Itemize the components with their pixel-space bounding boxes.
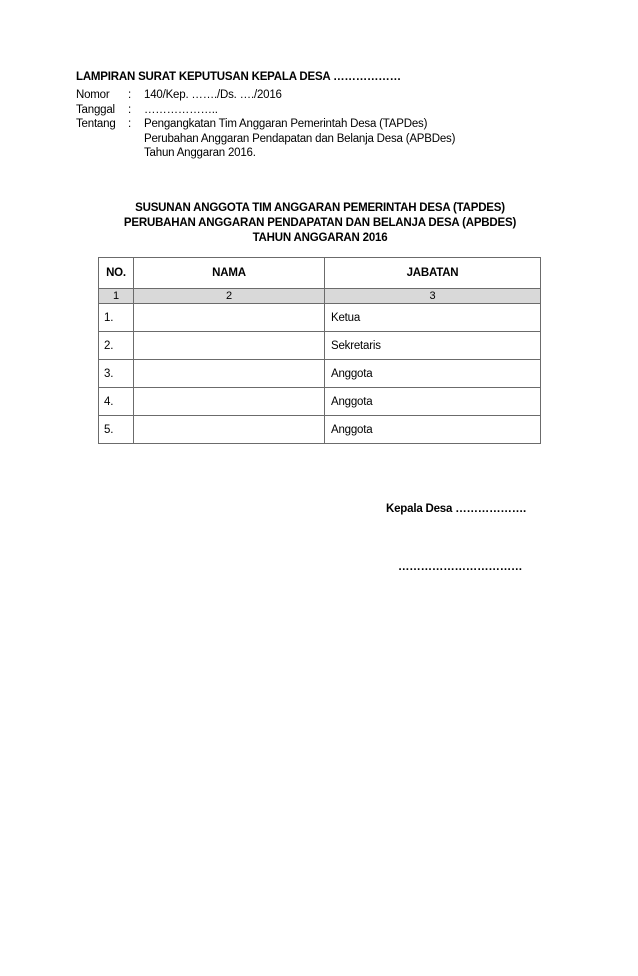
cell-no: 1.	[99, 304, 134, 332]
cell-jabatan: Anggota	[325, 416, 541, 444]
cell-jabatan: Ketua	[325, 304, 541, 332]
signature-title: Kepala Desa ……………….	[386, 503, 526, 515]
meta-block	[76, 88, 544, 161]
table-header-row	[99, 258, 541, 289]
meta-row-tentang	[76, 117, 544, 132]
cell-no: 5.	[99, 416, 134, 444]
cell-no: 2.	[99, 332, 134, 360]
column-header-no: NO.	[99, 258, 134, 289]
meta-row-tentang-cont-1	[76, 132, 544, 147]
meta-label: Tanggal	[76, 103, 115, 116]
meta-label: Tentang	[76, 118, 116, 130]
heading-line-2: PERUBAHAN ANGGARAN PENDAPATAN DAN BELANJA DESA (APBDES)	[123, 217, 517, 229]
cell-nama	[134, 416, 325, 444]
cell-nama	[134, 388, 325, 416]
meta-label: Nomor	[76, 89, 110, 101]
meta-colon	[128, 146, 144, 161]
column-number-row	[99, 289, 541, 304]
anggota-table	[98, 257, 541, 444]
heading-line-1: SUSUNAN ANGGOTA TIM ANGGARAN PEMERINTAH DESA (TAPDES)	[135, 202, 505, 214]
cell-no: 4.	[99, 388, 134, 416]
meta-colon: :	[128, 118, 131, 130]
cell-no: 3.	[99, 360, 134, 388]
meta-row-tentang-cont-2	[76, 146, 544, 161]
column-number: 3	[325, 289, 541, 304]
table-row	[99, 416, 541, 444]
meta-value: ………………..	[144, 103, 218, 116]
column-header-jabatan: JABATAN	[325, 258, 541, 289]
cell-nama	[134, 332, 325, 360]
cell-jabatan: Sekretaris	[325, 332, 541, 360]
column-header-nama: NAMA	[134, 258, 325, 289]
cell-nama	[134, 304, 325, 332]
column-number: 1	[99, 289, 134, 304]
meta-row-nomor	[76, 88, 544, 103]
meta-colon: :	[128, 103, 131, 116]
signature-name: ……………………………	[398, 561, 523, 573]
table-row	[99, 360, 541, 388]
cell-nama	[134, 360, 325, 388]
cell-jabatan: Anggota	[325, 388, 541, 416]
meta-row-tanggal	[76, 103, 544, 118]
table-row	[99, 332, 541, 360]
meta-label	[76, 132, 128, 147]
document-heading	[0, 201, 638, 246]
table-row	[99, 388, 541, 416]
lampiran-title: LAMPIRAN SURAT KEPUTUSAN KEPALA DESA ………………	[76, 71, 401, 83]
cell-jabatan: Anggota	[325, 360, 541, 388]
column-number: 2	[134, 289, 325, 304]
heading-line-3: TAHUN ANGGARAN 2016	[252, 232, 388, 244]
meta-label	[76, 146, 128, 161]
table-row	[99, 304, 541, 332]
meta-colon	[128, 132, 144, 147]
meta-colon: :	[128, 89, 131, 101]
meta-value: Perubahan Anggaran Pendapatan dan Belanja Desa (APBDes)	[144, 132, 456, 145]
meta-value: 140/Kep. ……./Ds. …./2016	[144, 89, 282, 101]
meta-value: Pengangkatan Tim Anggaran Pemerintah Desa (TAPDes)	[144, 118, 428, 130]
meta-value: Tahun Anggaran 2016.	[144, 147, 256, 159]
